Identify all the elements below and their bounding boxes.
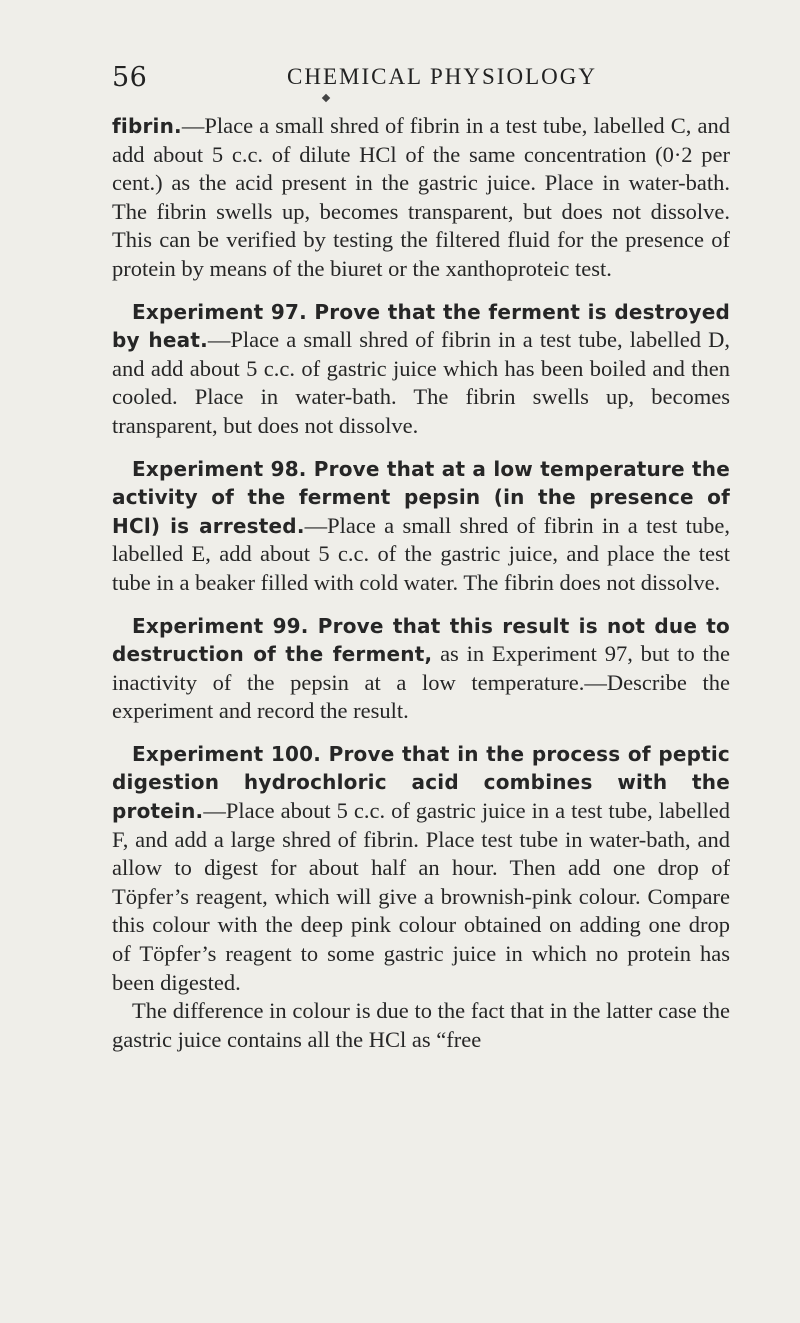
- paragraph-text: —Place a small shred of fibrin in a test tube, labelled C, and add about 5 c.c. of dilute HCl of the same concentration (0·2 per cent.) as the acid present in the gastric juice. Place in water-bath. The fibrin swells up, becomes transparent, but does not dissolve. This can be verified by testing the filtered fluid for the presence of protein by means of the biuret or the xanthoproteic test.: [112, 113, 730, 281]
- paragraph-lead: Experiment 98. Prove that at a low temperature the activity of the ferment pepsin (in the presence of HCl) is arrested.: [112, 456, 730, 538]
- paragraph-lead: Experiment 97. Prove that the ferment is destroyed by heat.: [112, 299, 730, 353]
- paragraph-colour-difference: [112, 997, 730, 1054]
- paragraph-text: The difference in colour is due to the fact that in the latter case the gastric juice contains all the HCl as “free: [112, 998, 730, 1052]
- paragraph-lead: Experiment 100. Prove that in the process of peptic digestion hydrochloric acid combines with the protein.: [112, 741, 730, 824]
- paragraph-experiment-99: [112, 612, 730, 726]
- running-head: CHEMICAL PHYSIOLOGY: [287, 64, 597, 89]
- page-header: [112, 62, 632, 102]
- paragraph-text: as in Experiment 97, but to the inactivity of the pepsin at a low temperature.—Describe the experiment and record the result.: [112, 641, 730, 724]
- paragraph-text: —Place about 5 c.c. of gastric juice in a test tube, labelled F, and add a large shred of fibrin. Place test tube in water-bath, and allow to digest for about half an hour. Then add one drop of Töpfer’s reagent, which will give a brownish-pink colour. Compare this colour with the deep pink colour obtained on adding one drop of Töpfer’s reagent to some gastric juice in which no protein has been digested.: [112, 798, 730, 995]
- paragraph-text: —Place a small shred of fibrin in a test tube, labelled E, add about 5 c.c. of the gastric juice, and place the test tube in a beaker filled with cold water. The fibrin does not dissolve.: [112, 512, 730, 595]
- paragraph-experiment-100: [112, 740, 730, 997]
- paragraph-fibrin-continuation: [112, 112, 730, 284]
- paragraph-lead: Experiment 99. Prove that this result is not due to destruction of the ferment,: [112, 613, 730, 667]
- page-number: 56: [112, 62, 148, 93]
- paragraph-lead: fibrin.: [112, 114, 182, 138]
- paragraph-experiment-98: [112, 455, 730, 598]
- body-text: [112, 112, 730, 1068]
- paragraph-text: —Place a small shred of fibrin in a test tube, labelled D, and add about 5 c.c. of gastric juice which has been boiled and then cooled. Place in water-bath. The fibrin swells up, becomes transparent, but does not dissolve.: [112, 327, 731, 438]
- paragraph-experiment-97: [112, 298, 730, 441]
